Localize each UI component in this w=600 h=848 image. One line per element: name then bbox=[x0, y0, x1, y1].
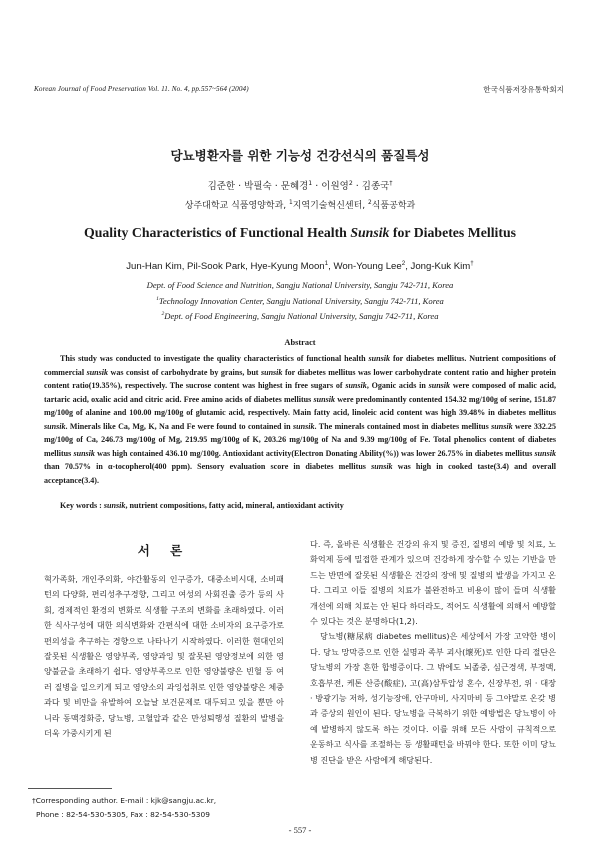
english-affiliation-text: Dept. of Food Science and Nutrition, Sangju National University, Sangju 742-711, Korea bbox=[146, 280, 454, 290]
abstract-heading: Abstract bbox=[284, 338, 316, 347]
english-author-name: Pil-Sook Park bbox=[187, 261, 246, 272]
right-paragraph-1: 다. 즉, 올바른 식생활은 건강의 유지 및 증진, 질병의 예방 및 치료, 노화억제 등에 밀접한 관계가 있으며 건강하게 장수할 수 있는 기반을 만드는 반면에 잘못된 식생활은 건강의 장애 및 질병의 발생을 가지고 온다. 그리고 이들 질병의 치료가 불완전하고 비용이 많이 들며 식생활 개선에 의해 치료는 안 된다 하더라도, 적어도 식생활에 의해서 예방할 수 있다는 것은 분명하다(1,2). bbox=[310, 539, 556, 627]
english-author-name: Won-Young Lee bbox=[333, 261, 402, 272]
abstract-italic-term: sunsik bbox=[491, 421, 513, 431]
english-author-sup: 1 bbox=[324, 259, 329, 267]
author-separator: · bbox=[235, 181, 245, 192]
abstract-italic-term: sunsik bbox=[313, 394, 335, 404]
abstract-italic-term: sunsik bbox=[534, 448, 556, 458]
abstract-italic-term: sunsik bbox=[371, 462, 393, 471]
korean-author-name: 박필숙 bbox=[244, 181, 272, 192]
abstract-body: This study was conducted to investigate the quality characteristics of functional health sunsik for diabetes mellitus. Nutrient compositions of commercial sunsik was consist of carbohydrate by grains, but sunsik for diabetes mellitus was lower carbohydrate content ratio and higher protein content ratio(19.35%), respectively. The sucrose content was highest in free sugars of sunsik, Oganic acids in sunsik were composed of malic acid, tartaric acid, oxalic acid and citric acid. Free amino acids of diabetes mellitus sunsik were predominantly contented 154.32 mg/100g of serine, 151.87 mg/100g of alanine and 100.00 mg/100g of glutamic acid, respectively. Main fatty acid, linoleic acid content was high 39.48% in diabetes mellitus sunsik. Minerals like Ca, Mg, K, Na and Fe were found to contained in sunsik. The minerals contained most in diabetes mellitus sunsik were 332.25 mg/100g of Ca, 246.73 mg/100g of Mg, 219.95 mg/100g of K, 203.26 mg/100g of Na and 9.39 mg/100g of Fe. Total phenolics content of diabetes mellitus sunsik was high contained 436.10 mg/100g. Antioxidant activity(Electron Donating Ability(%)) was lower 26.75% in diabetes mellitus sunsik than 70.57% in α-tocopherol(400 ppm). Sensory evaluation score in diabetes mellitus sunsik was high in cooked taste(3.4) and overall acceptance(3.4). bbox=[44, 354, 556, 485]
korean-affiliation-sup: 1 bbox=[289, 200, 293, 206]
korean-affiliations bbox=[0, 198, 600, 211]
keywords-rest: , nutrient compositions, fatty acid, mineral, antioxidant activity bbox=[125, 501, 344, 510]
korean-author-name: 김준한 bbox=[207, 181, 236, 192]
journal-header: Korean Journal of Food Preservation Vol. 11. No. 4, pp.557~564 (2004) bbox=[34, 85, 249, 93]
author-separator: , bbox=[405, 261, 411, 272]
left-paragraph-1: 혁가족화, 개인주의화, 야간활동의 인구증가, 대중소비시대, 소비패턴의 다양화, 편리성추구경향, 그리고 여성의 사회진출 증가 등의 사회, 경제적인 환경의 변화로 식생활 구조의 변화를 초래하였다. 이러한 식사구성에 대한 의식변화와 간편식에 대한 소비자의 요구증가로 편의성을 추구하는 경향으로 나타나기 시작하였다. 이러한 현대인의 잘못된 식생활은 영양부족, 영양과잉 및 잘못된 영양정보에 의한 영양불균을 초래하기 쉽다. 영양부족으로 인한 영양불량은 빈혈 등 여러 질병을 일으키게 되고 영양소의 과잉섭취로 인한 영양불량은 체중과다 및 비만을 유발하여 오늘날 보건문제로 대두되고 있을 뿐만 아니라 동맥경화증, 당뇨병, 고혈압과 같은 만성퇴행성 질환의 발병을 더욱 가중시키게 된 bbox=[44, 574, 284, 739]
left-column bbox=[44, 572, 284, 741]
english-affiliation-text: Dept. of Food Engineering, Sangju National University, Sangju 742-711, Korea bbox=[164, 311, 439, 321]
right-paragraph-2: 당뇨병(糖尿病 diabetes mellitus)은 세상에서 가장 고약한 병이다. 당뇨 망막증으로 인한 실명과 족부 괴사(壞死)로 인한 다리 절단은 당뇨병의 가장 흔한 합병증이다. 그 밖에도 뇌졸중, 심근경색, 부정맥, 호흡부전, 케톤 산증(酸症), 고(高)삼투압성 혼수, 신장부전, 위 · 대장 · 방광기능 저하, 성기능장애, 안구마비, 사지마비 등 그야말로 온갖 병과 증상의 원인이 된다. 당뇨병을 극복하기 위한 예방법은 당뇨병이 아예 발병하지 않도록 하는 것이다. 이를 위해 모든 사람이 규칙적으로 운동하고 식사를 조절하는 등 생활패턴을 바꿔야 한다. 또한 이미 당뇨병 진단을 받은 사람에게 해당된다. bbox=[310, 631, 556, 765]
footnote-rule bbox=[28, 788, 112, 789]
abstract-italic-term: sunsik bbox=[260, 367, 283, 377]
society-header: 한국식품저장유통학회지 bbox=[483, 85, 564, 94]
korean-author-name: 김종국 bbox=[361, 181, 390, 192]
english-title-italic: Sunsik bbox=[350, 225, 390, 240]
english-author-sup: † bbox=[470, 259, 474, 267]
page-number: - 557 - bbox=[288, 825, 312, 835]
korean-author-sup: † bbox=[389, 179, 393, 187]
footnote-line-2: Phone : 82-54-530-5305, Fax : 82-54-530-5309 bbox=[36, 810, 210, 819]
english-title-part2: for Diabetes Mellitus bbox=[389, 225, 517, 240]
author-separator: , bbox=[328, 261, 334, 272]
korean-affiliation: 식품공학과 bbox=[371, 201, 416, 211]
korean-affiliation-sup: 2 bbox=[368, 200, 372, 206]
author-separator: · bbox=[271, 181, 281, 192]
english-affiliation-1 bbox=[0, 280, 600, 290]
footnote bbox=[32, 794, 216, 822]
abstract-italic-term: sunsik bbox=[293, 421, 315, 431]
english-affiliation-sup: 2 bbox=[161, 311, 165, 318]
korean-title: 당뇨병환자를 위한 기능성 건강선식의 품질특성 bbox=[170, 148, 430, 163]
korean-author-name: 이원영 bbox=[321, 181, 349, 192]
keywords-first: sunsik bbox=[103, 501, 126, 510]
english-affiliation-3 bbox=[0, 311, 600, 321]
english-author-name: Jun-Han Kim bbox=[126, 261, 182, 272]
author-separator: , bbox=[245, 261, 251, 272]
abstract-italic-term: sunsik bbox=[44, 421, 66, 431]
korean-author-sup: 2 bbox=[348, 179, 353, 187]
keywords-label: Key words : bbox=[60, 501, 104, 510]
section-heading-introduction: 서 론 bbox=[137, 543, 191, 558]
abstract-italic-term: sunsik bbox=[428, 381, 451, 390]
korean-author-sup: 1 bbox=[308, 179, 313, 187]
abstract-italic-term: sunsik bbox=[368, 354, 391, 363]
english-author-name: Hye-Kyung Moon bbox=[250, 261, 325, 272]
english-author-sup: 2 bbox=[401, 259, 406, 267]
footnote-line-1: †Corresponding author. E-mail : kjk@sangju.ac.kr, bbox=[32, 796, 217, 805]
english-title bbox=[0, 225, 600, 241]
english-affiliation-sup: 1 bbox=[156, 296, 159, 303]
english-affiliation-text: Technology Innovation Center, Sangju National University, Sangju 742-711, Korea bbox=[158, 296, 444, 306]
korean-affiliation: 상주대학교 식품영양학과, bbox=[184, 201, 287, 211]
english-title-part1: Quality Characteristics of Functional Health bbox=[83, 225, 351, 240]
abstract-italic-term: sunsik bbox=[345, 381, 367, 390]
english-affiliation-2 bbox=[0, 296, 600, 306]
keywords bbox=[60, 501, 344, 510]
english-authors bbox=[0, 261, 600, 272]
korean-affiliation: 지역기술혁신센터, bbox=[292, 201, 366, 211]
author-separator: · bbox=[352, 181, 362, 192]
abstract-italic-term: sunsik bbox=[86, 367, 109, 377]
right-column bbox=[310, 537, 556, 768]
author-separator: , bbox=[181, 261, 188, 272]
author-separator: · bbox=[312, 181, 322, 192]
korean-author-name: 문혜경 bbox=[280, 181, 309, 192]
abstract-italic-term: sunsik bbox=[73, 448, 95, 458]
english-author-name: Jong-Kuk Kim bbox=[410, 261, 471, 272]
korean-authors bbox=[0, 178, 600, 192]
